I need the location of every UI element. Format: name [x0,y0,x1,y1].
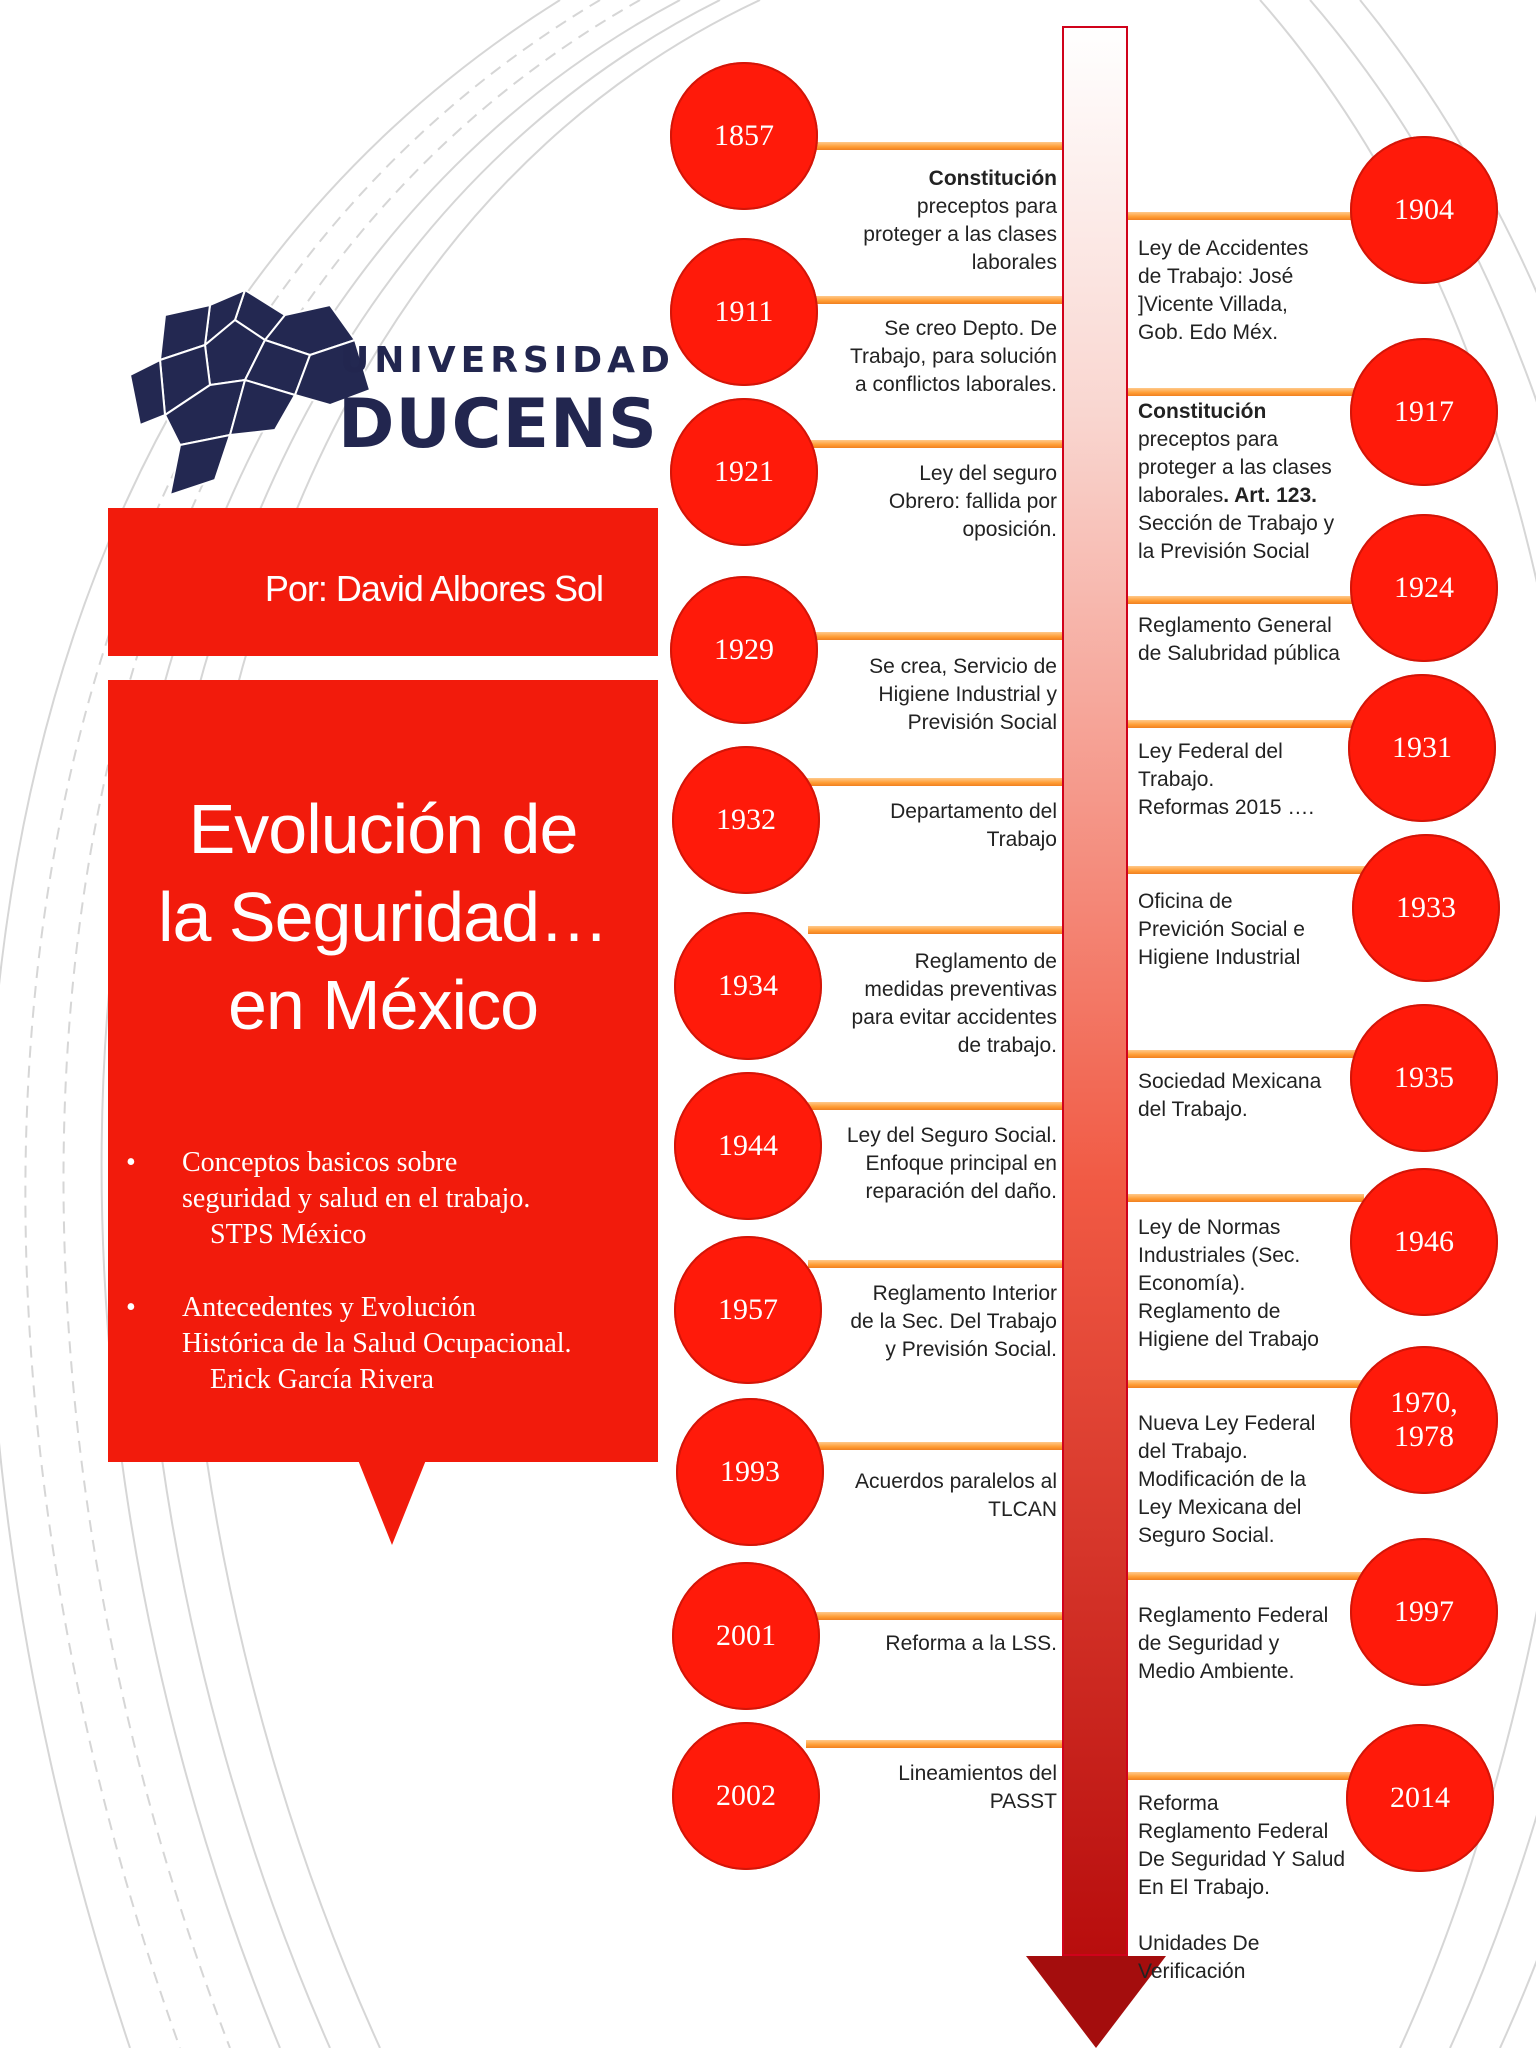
year-circle [670,62,818,210]
right-connector [1128,388,1364,396]
right-connector [1128,1772,1360,1780]
year-label: 1946 [1394,1225,1454,1258]
left-connector [806,778,1062,786]
left-connector [806,1740,1062,1748]
right-event-text: Constitución preceptos para proteger a las clases laborales. Art. 123. Sección de Trabajo y la Previsión Social [1138,400,1335,563]
left-event-text: Ley del seguro Obrero: fallida por oposición. [888,462,1057,541]
right-event-heading: Constitución [1138,400,1267,423]
year-circle [1350,1168,1498,1316]
university-word: UNIVERSIDAD [340,340,675,381]
year-label: 2002 [716,1779,776,1812]
reference-source: Erick García Rivera [210,1364,434,1395]
right-event-text: Ley de Normas Industriales (Sec. Economía). Reglamento de Higiene del Trabajo [1138,1216,1319,1351]
left-connector [804,296,1062,304]
year-circle [672,1722,820,1870]
year-label: 2014 [1390,1781,1450,1814]
timeline-axis [1062,26,1128,1956]
year-label: 1857 [714,119,774,152]
year-circle [670,238,818,386]
left-connector [808,926,1062,934]
right-connector [1128,596,1364,604]
left-event-text: Ley del Seguro Social. Enfoque principal en reparación del daño. [846,1124,1057,1203]
right-connector [1128,1380,1364,1388]
year-label: 1957 [718,1293,778,1326]
year-label: 1944 [718,1129,778,1162]
left-event-text: Reglamento Interior de la Sec. Del Trabajo y Previsión Social. [850,1282,1057,1361]
year-label: 2001 [716,1619,776,1652]
left-event-text: Reglamento de medidas preventivas para evitar accidentes de trabajo. [851,950,1057,1057]
title-panel [108,680,658,1462]
right-connector [1128,212,1364,220]
year-circle [1350,1004,1498,1152]
year-label: 1929 [714,633,774,666]
year-circle [1350,338,1498,486]
year-label: 1931 [1392,731,1452,764]
left-connector [808,1102,1062,1110]
year-label: 1932 [716,803,776,836]
left-event-heading: Constitución [928,167,1057,190]
reference-text: Antecedentes y Evolución Histórica de la Salud Ocupacional. [182,1292,572,1359]
year-label: 1933 [1396,891,1456,924]
left-connector [810,1442,1062,1450]
right-event-article: . Art. 123. [1223,484,1317,507]
author-name: Por: David Albores Sol [264,568,603,609]
year-label: 1993 [720,1455,780,1488]
left-event-text: Constitución preceptos para proteger a las clases laborales [863,167,1057,274]
year-circle [1352,834,1500,982]
left-connector [804,142,1062,150]
right-connector [1128,1050,1364,1058]
year-circle [674,1236,822,1384]
year-circle [676,1398,824,1546]
year-label: 1911 [714,295,774,328]
main-title-line: Evolución de [188,790,578,868]
callout-pointer [358,1460,426,1545]
bullet-icon: • [126,1292,136,1323]
main-title-line: en México [227,966,539,1044]
main-title-line: la Seguridad… [157,878,609,956]
year-circle [674,1072,822,1220]
right-connector [1128,720,1362,728]
main-title [108,785,658,1049]
university-brand: DUCENS [338,385,658,464]
year-circle [670,398,818,546]
author-banner [108,508,658,656]
year-label: 1904 [1394,193,1454,226]
left-event-text: Lineamientos del PASST [898,1762,1057,1813]
year-circle [1350,1538,1498,1686]
bullet-icon: • [126,1147,136,1178]
reference-text: Conceptos basicos sobre seguridad y salud en el trabajo. [182,1147,531,1214]
year-circle [1350,514,1498,662]
reference-source: STPS México [210,1219,367,1250]
right-event-text: Oficina de Previción Social e Higiene Industrial [1138,890,1305,969]
right-connector [1128,1572,1364,1580]
year-circle [670,576,818,724]
left-event-text: Se crea, Servicio de Higiene Industrial y Previsión Social [869,655,1057,734]
year-circle [1348,674,1496,822]
year-label: 1924 [1394,571,1454,604]
year-label: 1917 [1394,395,1454,428]
left-event-text: Se creo Depto. De Trabajo, para solución a conflictos laborales. [849,317,1057,396]
year-label: 1921 [714,455,774,488]
right-connector [1128,866,1366,874]
right-event-text: Ley de Accidentes de Trabajo: José ]Vicente Villada, Gob. Edo Méx. [1138,237,1309,344]
right-event-text: Nueva Ley Federal del Trabajo. Modificación de la Ley Mexicana del Seguro Social. [1138,1412,1316,1547]
left-connector [804,440,1062,448]
year-label: 1997 [1394,1595,1454,1628]
year-circle [1346,1724,1494,1872]
year-label: 1970, 1978 [1390,1386,1458,1453]
year-circle [1350,1346,1498,1494]
year-circle [1350,136,1498,284]
year-circle [672,1562,820,1710]
left-connector [804,632,1062,640]
right-event-text: Ley Federal del Trabajo. Reformas 2015 …. [1138,740,1315,819]
left-event-text: Reforma a la LSS. [885,1632,1057,1655]
year-circle [674,912,822,1060]
year-circle [672,746,820,894]
right-event-text: Reglamento Federal de Seguridad y Medio Ambiente. [1138,1604,1329,1683]
left-event-text: Departamento del Trabajo [890,800,1057,851]
right-event-text: Reforma Reglamento Federal De Seguridad Y Salud En El Trabajo. Unidades De Verificación [1138,1792,1346,1983]
left-connector [806,1612,1062,1620]
year-label: 1934 [718,969,778,1002]
left-connector [808,1260,1062,1268]
right-connector [1128,1194,1364,1202]
year-label: 1935 [1394,1061,1454,1094]
right-event-text: Sociedad Mexicana del Trabajo. [1138,1070,1322,1121]
right-event-text: Reglamento General de Salubridad pública [1138,614,1340,665]
left-event-text: Acuerdos paralelos al TLCAN [855,1470,1057,1521]
